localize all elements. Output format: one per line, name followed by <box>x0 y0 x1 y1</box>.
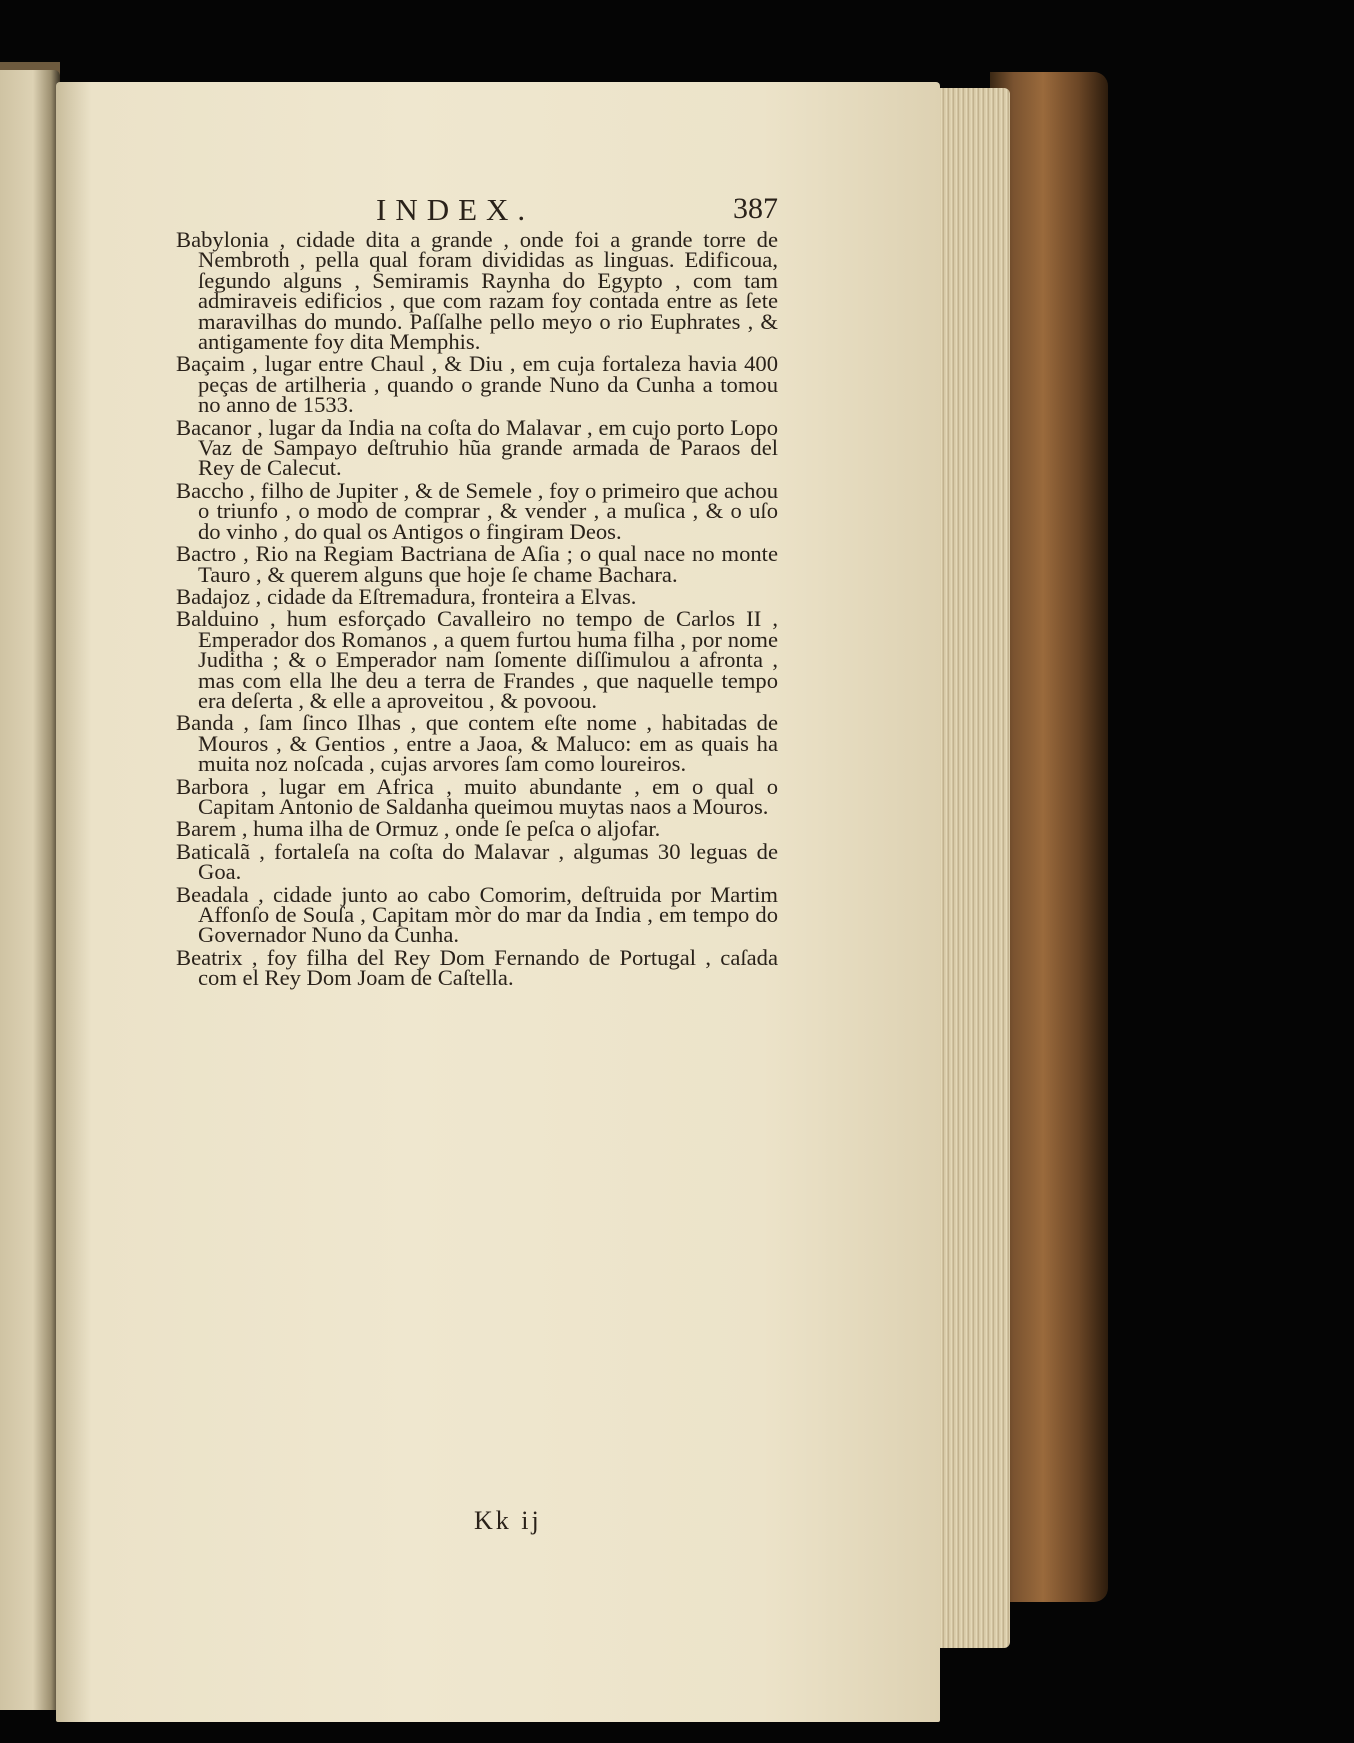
index-entry: Bactro , Rio na Regiam Bactriana de Aſia ; o qual nace no monte Tauro , & querem alguns que hoje ſe chame Bachara. <box>176 541 778 587</box>
page-number: 387 <box>733 192 778 225</box>
index-entry: Baçaim , lugar entre Chaul , & Diu , em cuja fortaleza havia 400 peças de artilheria , quando o grande Nuno da Cunha a tomou no anno de 1533. <box>176 351 778 418</box>
index-entry: Baticalã , fortaleſa na coſta do Malavar , algumas 30 leguas de Goa. <box>176 838 778 885</box>
index-entry: Baccho , filho de Jupiter , & de Semele , foy o primeiro que achou o triunfo , o modo de comprar , & vender , a muſica , & o uſo do vinho , do qual os Antigos o fingiram Deos. <box>176 477 778 544</box>
signature-mark: Kk ij <box>474 1506 542 1535</box>
index-entry: Banda , ſam ſinco Ilhas , que contem eſte nome , habitadas de Mouros , & Gentios , entre a Jaoa, & Maluco: em as quais ha muita noz noſcada , cujas arvores ſam como loureiros. <box>176 710 778 777</box>
index-entry: Barbora , lugar em Africa , muito abundante , em o qual o Capitam Antonio de Saldanha queimou muytas naos a Mouros. <box>176 773 778 819</box>
index-entries <box>176 227 778 991</box>
left-page-edge <box>0 70 60 1710</box>
index-entry: Beatrix , foy filha del Rey Dom Fernando de Portugal , caſada com el Rey Dom Joam de Caſtella. <box>176 944 778 991</box>
index-entry: Beadala , cidade junto ao cabo Comorim, deſtruida por Martim Affonſo de Souſa , Capitam mòr do mar da India , em tempo do Governador Nuno da Cunha. <box>176 881 778 948</box>
index-entry: Babylonia , cidade dita a grande , onde foi a grande torre de Nembroth , pella qual foram divididas as linguas. Edificoua, ſegundo alguns , Semiramis Raynha do Egypto , com tam admiraveis edificios , que com razam foy contada entre as ſete maravilhas do mundo. Paſſalhe pello meyo o rio Euphrates , & antigamente foy dita Memphis. <box>176 227 778 355</box>
running-header <box>176 192 778 230</box>
header-title: INDEX. <box>376 192 535 227</box>
book-page <box>56 82 940 1722</box>
index-entry: Barem , huma ilha de Ormuz , onde ſe peſca o aljofar. <box>176 816 661 842</box>
index-entry: Badajoz , cidade da Eſtremadura, fronteira a Elvas. <box>176 583 637 609</box>
index-entry: Balduino , hum esforçado Cavalleiro no tempo de Carlos II , Emperador dos Romanos , a quem furtou huma filha , por nome Juditha ; & o Emperador nam ſomente diſſimulou a afronta , mas com ella lhe deu a terra de Frandes , que naquelle tempo era deſerta , & elle a aproveitou , & povoou. <box>176 606 778 713</box>
index-entry: Bacanor , lugar da India na coſta do Malavar , em cujo porto Lopo Vaz de Sampayo deſtruhio hũa grande armada de Paraos del Rey de Calecut. <box>176 414 778 481</box>
page-content <box>176 192 778 991</box>
page-block-edges <box>930 88 1010 1648</box>
